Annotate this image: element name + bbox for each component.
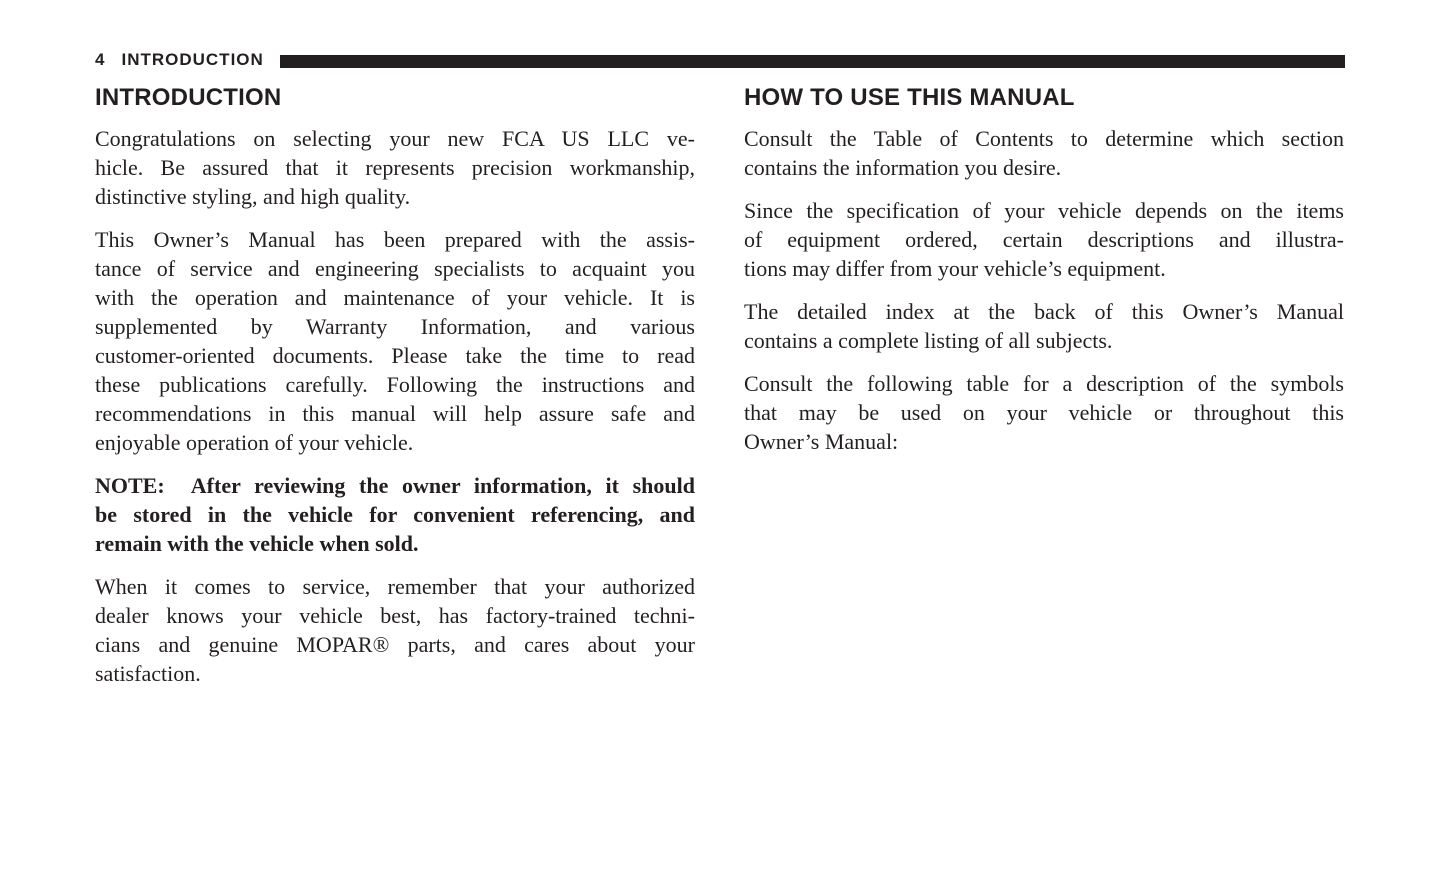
text-line: NOTE: After reviewing the owner information, it should [95,473,695,498]
two-column-layout [95,85,1445,702]
header-rule-bar [280,55,1345,68]
text-line: contains a complete listing of all subjects. [744,328,1113,353]
text-line: contains the information you desire. [744,155,1062,180]
paragraph-specification [744,196,1344,283]
text-line: cians and genuine MOPAR® parts, and cares about your [95,632,695,657]
page-header [95,50,1345,70]
page-number: 4 [95,50,105,69]
text-line: of equipment ordered, certain descriptions and illustra- [744,227,1344,252]
owners-manual-page [0,50,1445,874]
text-line: tions may differ from your vehicle’s equipment. [744,256,1166,281]
text-line: satisfaction. [95,661,201,686]
paragraph-congratulations [95,124,695,211]
text-line: these publications carefully. Following the instructions and [95,372,695,397]
text-line: that may be used on your vehicle or throughout this [744,400,1344,425]
paragraph-owners-manual-prepared [95,225,695,457]
text-line: distinctive styling, and high quality. [95,184,411,209]
text-line: Since the specification of your vehicle depends on the items [744,198,1344,223]
paragraph-note [95,471,695,558]
paragraph-table-of-contents [744,124,1344,182]
paragraph-symbols-table [744,369,1344,456]
text-line: dealer knows your vehicle best, has factory-trained techni- [95,603,695,628]
text-line: remain with the vehicle when sold. [95,531,419,556]
paragraph-detailed-index [744,297,1344,355]
text-line: When it comes to service, remember that your authorized [95,574,695,599]
section-heading-how-to-use: HOW TO USE THIS MANUAL [744,84,1075,111]
text-line: customer-oriented documents. Please take the time to read [95,343,695,368]
text-line: This Owner’s Manual has been prepared with the assis- [95,227,695,252]
text-line: Congratulations on selecting your new FCA US LLC ve- [95,126,695,151]
section-heading-introduction: INTRODUCTION [95,84,282,111]
text-line: hicle. Be assured that it represents precision workmanship, [95,155,695,180]
text-line: recommendations in this manual will help assure safe and [95,401,695,426]
text-line: enjoyable operation of your vehicle. [95,430,414,455]
running-header-title: INTRODUCTION [121,50,264,69]
text-line: be stored in the vehicle for convenient referencing, and [95,502,695,527]
paragraph-service [95,572,695,688]
left-column [95,85,695,702]
text-line: tance of service and engineering specialists to acquaint you [95,256,695,281]
text-line: The detailed index at the back of this Owner’s Manual [744,299,1344,324]
text-line: Consult the following table for a description of the symbols [744,371,1344,396]
text-line: with the operation and maintenance of your vehicle. It is [95,285,695,310]
text-line: Consult the Table of Contents to determine which section [744,126,1344,151]
text-line: Owner’s Manual: [744,429,899,454]
right-column [744,85,1344,702]
text-line: supplemented by Warranty Information, and various [95,314,695,339]
